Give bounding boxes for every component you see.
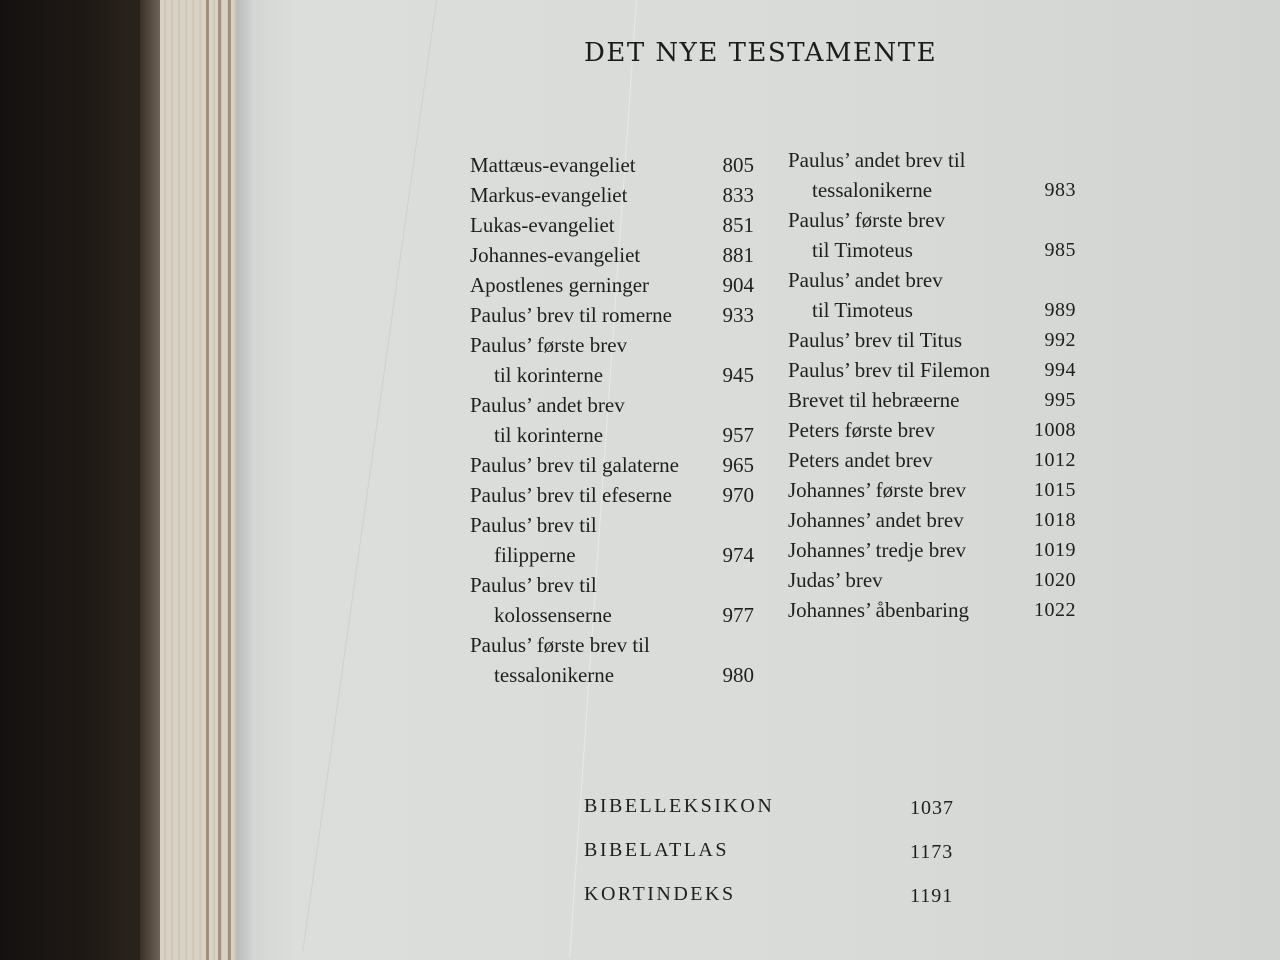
appendix-page: 1173	[910, 841, 954, 863]
toc-entry-line	[788, 175, 1076, 205]
toc-entry-line	[470, 240, 754, 270]
toc-entry-title: Judas’ brev	[788, 568, 883, 592]
page-edge-line	[218, 0, 221, 960]
toc-entry	[470, 330, 754, 390]
toc-entry-page: 995	[1044, 389, 1076, 411]
toc-entry-line	[788, 265, 1076, 295]
toc-entry-page: 983	[1044, 179, 1076, 201]
appendix-entry	[584, 828, 964, 872]
toc-entry-title: Paulus’ brev til Filemon	[788, 358, 991, 382]
toc-entry-page: 904	[722, 273, 754, 297]
toc-entry-page: 1015	[1034, 479, 1076, 501]
toc-entry-page: 980	[722, 663, 754, 687]
toc-entry	[470, 570, 754, 630]
toc-entry-title: Johannes-evangeliet	[470, 243, 641, 267]
toc-entry-title: Paulus’ brev til	[470, 513, 597, 537]
toc-right-column	[788, 145, 1076, 625]
toc-entry	[470, 150, 754, 180]
page-edges	[160, 0, 236, 960]
toc-left-column	[470, 150, 754, 690]
toc-entry-title: Johannes’ åbenbaring	[788, 598, 969, 622]
toc-entry	[788, 325, 1076, 355]
appendix-page: 1191	[910, 885, 954, 907]
toc-entry-line	[470, 570, 754, 600]
toc-entry-line	[470, 660, 754, 690]
toc-entry-title: Paulus’ andet brev	[788, 268, 943, 292]
toc-entry-page: 992	[1044, 329, 1076, 351]
toc-entry-page: 1022	[1034, 599, 1076, 621]
toc-entry-title: Johannes’ tredje brev	[788, 538, 967, 562]
toc-entry-title: til korinterne	[494, 423, 604, 447]
toc-entry-line	[788, 445, 1076, 475]
toc-entry	[470, 210, 754, 240]
toc-entry-title: tessalonikerne	[812, 178, 933, 202]
toc-entry-line	[788, 415, 1076, 445]
toc-entry-title: Paulus’ brev til efeserne	[470, 483, 672, 507]
toc-entry-title: Paulus’ andet brev	[470, 393, 625, 417]
toc-entry-line	[470, 330, 754, 360]
toc-entry-title: Brevet til hebræerne	[788, 388, 960, 412]
toc-entry-title: Peters andet brev	[788, 448, 933, 472]
toc-entry-page: 994	[1044, 359, 1076, 381]
toc-entry-page: 1019	[1034, 539, 1076, 561]
toc-entry-line	[470, 480, 754, 510]
toc-entry-line	[470, 360, 754, 390]
page-title: DET NYE TESTAMENTE	[584, 38, 938, 68]
toc-entry-page: 805	[722, 153, 754, 177]
toc-entry-line	[788, 235, 1076, 265]
toc-entry	[788, 535, 1076, 565]
toc-entry-title: Paulus’ første brev	[470, 333, 628, 357]
toc-entry-page: 965	[722, 453, 754, 477]
toc-entry	[470, 480, 754, 510]
toc-entry	[788, 415, 1076, 445]
toc-entry-line	[788, 325, 1076, 355]
toc-entry-line	[788, 565, 1076, 595]
toc-entry-line	[788, 385, 1076, 415]
toc-entry	[470, 240, 754, 270]
toc-entry-page: 945	[722, 363, 754, 387]
toc-entry	[788, 595, 1076, 625]
toc-entry	[788, 565, 1076, 595]
toc-entry-title: Johannes’ første brev	[788, 478, 967, 502]
toc-entry-line	[788, 475, 1076, 505]
toc-entry-title: til Timoteus	[812, 238, 913, 262]
toc-entry-title: Paulus’ brev til galaterne	[470, 453, 679, 477]
appendix-title: BIBELATLAS	[584, 839, 729, 861]
toc-entry-page: 1012	[1034, 449, 1076, 471]
toc-entry-line	[470, 510, 754, 540]
toc-entry-line	[470, 420, 754, 450]
toc-entry-line	[470, 630, 754, 660]
toc-entry	[470, 630, 754, 690]
toc-entry-page: 970	[722, 483, 754, 507]
toc-entry-title: Paulus’ første brev til	[470, 633, 650, 657]
appendix-title: KORTINDEKS	[584, 883, 736, 905]
toc-entry-page: 933	[722, 303, 754, 327]
page-edge-line	[228, 0, 231, 960]
book-spine-shadow	[140, 0, 160, 960]
toc-entry-title: Apostlenes gerninger	[470, 273, 650, 297]
toc-entry-title: tessalonikerne	[494, 663, 615, 687]
appendix-list	[584, 784, 964, 916]
toc-entry-title: Paulus’ brev til Titus	[788, 328, 963, 352]
toc-entry	[470, 270, 754, 300]
toc-entry-page: 989	[1044, 299, 1076, 321]
toc-entry-title: til Timoteus	[812, 298, 913, 322]
toc-entry-line	[470, 210, 754, 240]
toc-entry-line	[788, 505, 1076, 535]
toc-entry	[788, 505, 1076, 535]
toc-entry-line	[788, 205, 1076, 235]
toc-entry-title: kolossenserne	[494, 603, 612, 627]
toc-entry-line	[788, 295, 1076, 325]
toc-entry	[470, 450, 754, 480]
toc-entry	[470, 510, 754, 570]
toc-entry-line	[788, 355, 1076, 385]
toc-entry-title: Johannes’ andet brev	[788, 508, 964, 532]
toc-entry-page: 977	[722, 603, 754, 627]
toc-entry	[788, 265, 1076, 325]
toc-entry-title: Lukas-evangeliet	[470, 213, 615, 237]
toc-entry-title: Paulus’ andet brev til	[788, 148, 966, 172]
toc-entry	[470, 180, 754, 210]
toc-entry-page: 1008	[1034, 419, 1076, 441]
toc-entry	[470, 300, 754, 330]
toc-entry-line	[470, 450, 754, 480]
toc-entry-title: filipperne	[494, 543, 576, 567]
page-crease	[302, 0, 437, 951]
toc-entry-title: Peters første brev	[788, 418, 935, 442]
toc-entry-line	[788, 595, 1076, 625]
toc-entry-line	[470, 270, 754, 300]
toc-entry-line	[470, 390, 754, 420]
appendix-page: 1037	[910, 797, 954, 819]
toc-entry-page: 957	[722, 423, 754, 447]
toc-entry-page: 881	[722, 243, 754, 267]
toc-entry-title: Markus-evangeliet	[470, 183, 628, 207]
toc-entry-line	[470, 150, 754, 180]
appendix-entry	[584, 872, 964, 916]
toc-entry	[788, 355, 1076, 385]
toc-entry-title: til korinterne	[494, 363, 604, 387]
appendix-entry	[584, 784, 964, 828]
toc-entry-title: Paulus’ første brev	[788, 208, 946, 232]
toc-entry-line	[470, 600, 754, 630]
toc-entry-title: Paulus’ brev til romerne	[470, 303, 672, 327]
toc-entry	[788, 385, 1076, 415]
toc-entry-page: 985	[1044, 239, 1076, 261]
toc-entry-line	[788, 535, 1076, 565]
toc-entry	[788, 145, 1076, 205]
toc-entry-line	[470, 180, 754, 210]
toc-entry-page: 1020	[1034, 569, 1076, 591]
page-edge-line	[206, 0, 209, 960]
toc-entry-line	[470, 300, 754, 330]
toc-entry	[788, 205, 1076, 265]
appendix-title: BIBELLEKSIKON	[584, 795, 775, 817]
toc-entry-title: Paulus’ brev til	[470, 573, 597, 597]
toc-entry	[788, 475, 1076, 505]
toc-entry-page: 1018	[1034, 509, 1076, 531]
toc-entry-line	[788, 145, 1076, 175]
toc-entry-line	[470, 540, 754, 570]
toc-entry-page: 833	[722, 183, 754, 207]
toc-entry-page: 851	[722, 213, 754, 237]
toc-entry-title: Mattæus-evangeliet	[470, 153, 636, 177]
toc-entry	[788, 445, 1076, 475]
toc-entry	[470, 390, 754, 450]
toc-entry-page: 974	[722, 543, 754, 567]
